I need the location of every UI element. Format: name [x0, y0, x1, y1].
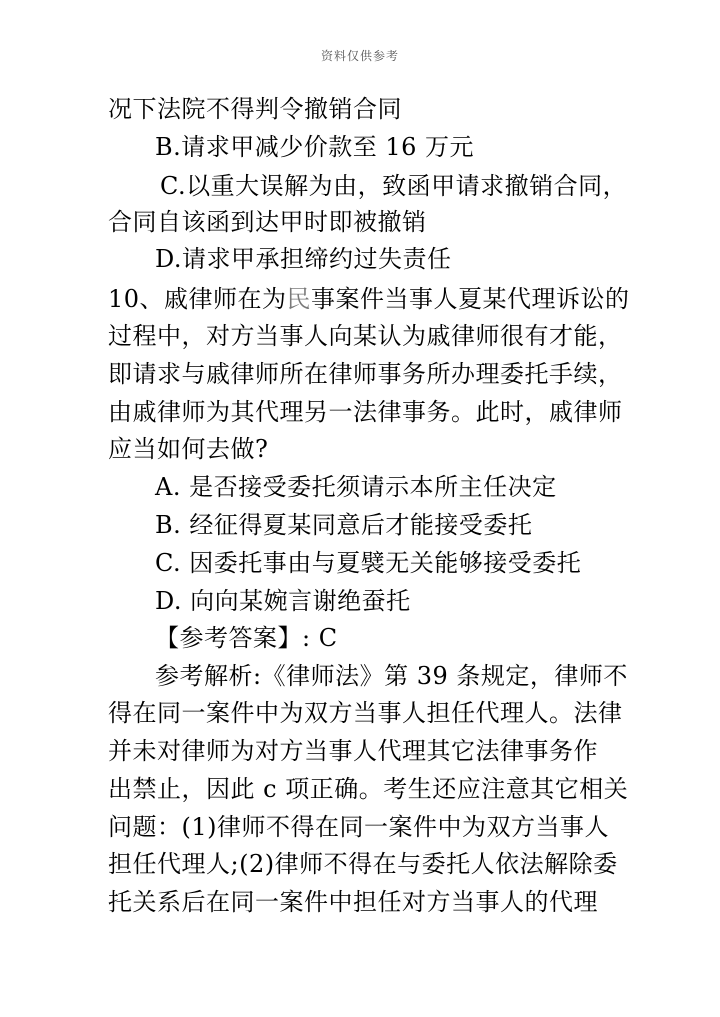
text-line: 合同自该函到达甲时即被撤销	[108, 208, 427, 236]
text-line: 过程中，对方当事人向某认为戚律师很有才能，	[108, 322, 623, 350]
text-line: 由戚律师为其代理另一法律事务。此时，戚律师	[108, 398, 623, 426]
question-10-prefix: 10、戚律师在为	[108, 285, 287, 313]
choice-a: A. 是否接受委托须请示本所主任决定	[155, 473, 557, 501]
explanation-line: 问题：(1)律师不得在同一案件中为双方当事人	[108, 813, 609, 841]
choice-c: C. 因委托事由与夏襞无关能够接受委托	[155, 549, 582, 577]
text-line: 应当如何去做?	[108, 435, 269, 463]
option-c: C.以重大误解为由，致函甲请求撤销合同，	[160, 172, 628, 200]
explanation-line: 并未对律师为对方当事人代理其它法律事务作	[108, 737, 598, 765]
question-10-line	[108, 281, 630, 317]
text-line: 即请求与戚律师所在律师事务所办理委托手续，	[108, 360, 623, 388]
choice-d: D. 向向某婉言谢绝蚕托	[155, 587, 411, 615]
answer-key: 【参考答案】: C	[155, 624, 338, 652]
page-header: 资料仅供参考	[320, 49, 399, 63]
text-line: 况下法院不得判令撤销合同	[108, 95, 402, 123]
explanation-line: 担任代理人;(2)律师不得在与委托人依法解除委	[108, 850, 618, 878]
option-b: B.请求甲减少价款至 16 万元	[155, 133, 475, 161]
explanation-line: 出禁止，因此 c 项正确。考生还应注意其它相关	[108, 775, 629, 803]
explanation-line: 托关系后在同一案件中担任对方当事人的代理	[108, 888, 598, 916]
explanation-line: 参考解析:《律师法》第 39 条规定，律师不	[155, 662, 628, 690]
choice-b: B. 经征得夏某同意后才能接受委托	[155, 511, 533, 539]
option-d: D.请求甲承担缔约过失责任	[155, 245, 452, 273]
question-10-highlight: 民	[286, 285, 312, 313]
explanation-line: 得在同一案件中为双方当事人担任代理人。法律	[108, 699, 623, 727]
question-10-suffix: 事案件当事人夏某代理诉讼的	[311, 285, 630, 313]
